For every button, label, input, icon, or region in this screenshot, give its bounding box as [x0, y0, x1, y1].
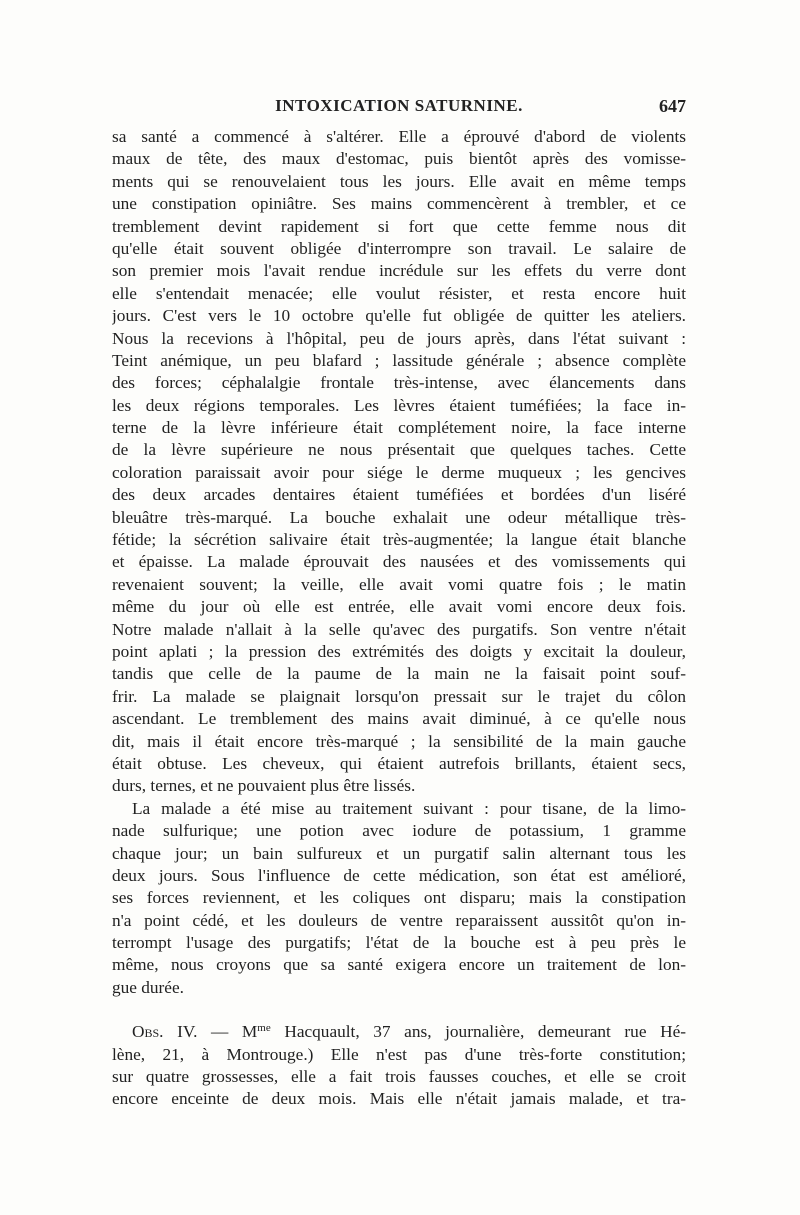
text-line: point aplati ; la pression des extrémités des doigts y excitait la douleur,	[112, 641, 686, 661]
text-line: La malade a été mise au traitement suivant : pour tisane, de la limo-	[132, 798, 686, 818]
paragraph-symptoms	[112, 126, 686, 798]
first-line-rest: Hacquault, 37 ans, journalière, demeurant rue Hé-	[270, 1022, 686, 1042]
text-line: lène, 21, à Montrouge.) Elle n'est pas d'une très-forte constitution;	[112, 1044, 686, 1064]
text-line: tandis que celle de la paume de la main ne la faisait point souf-	[112, 664, 686, 684]
text-line: jours. C'est vers le 10 octobre qu'elle fut obligée de quitter les ateliers.	[112, 306, 686, 326]
text-line: son premier mois l'avait rendue incrédule sur les effets du verre dont	[112, 261, 686, 281]
text-line: ascendant. Le tremblement des mains avait diminué, à ce qu'elle nous	[112, 709, 686, 729]
text-line: terrompt l'usage des purgatifs; l'état de la bouche est à peu près le	[112, 933, 686, 953]
page-number: 647	[659, 96, 686, 116]
text-line: était obtuse. Les cheveux, qui étaient autrefois brillants, étaient secs,	[112, 753, 686, 773]
text-line: une constipation opiniâtre. Ses mains commencèrent à trembler, et ce	[112, 194, 686, 214]
text-line: maux de tête, des maux d'estomac, puis bientôt après des vomisse-	[112, 149, 686, 169]
text-line: nade sulfurique; une potion avec iodure de potassium, 1 gramme	[112, 821, 686, 841]
text-line: terne de la lèvre inférieure était complétement noire, la face interne	[112, 418, 686, 438]
text-line: durs, ternes, et ne pouvaient plus être lissés.	[112, 776, 416, 796]
text-line: chaque jour; un bain sulfureux et un purgatif salin alternant tous les	[112, 843, 686, 863]
title-superscript: me	[257, 1022, 271, 1035]
text-line: même, nous croyons que sa santé exigera encore un traitement de lon-	[112, 955, 686, 975]
text-line: frir. La malade se plaignait lorsqu'on pressait sur le trajet du côlon	[112, 686, 686, 706]
text-line: sur quatre grossesses, elle a fait trois fausses couches, et elle se croit	[112, 1067, 686, 1087]
dash: — M	[197, 1022, 258, 1042]
text-line: encore enceinte de deux mois. Mais elle n'était jamais malade, et tra-	[112, 1089, 686, 1109]
text-line: qu'elle était souvent obligée d'interrompre son travail. Le salaire de	[112, 238, 686, 258]
text-line: des forces; céphalalgie frontale très-intense, avec élancements dans	[112, 373, 686, 393]
text-line: Nous la recevions à l'hôpital, peu de jours après, dans l'état suivant :	[112, 328, 686, 348]
body-text	[112, 126, 686, 1111]
paragraph-treatment	[112, 798, 686, 1000]
text-line: deux jours. Sous l'influence de cette médication, son état est amélioré,	[112, 865, 686, 885]
text-line: Teint anémique, un peu blafard ; lassitude générale ; absence complète	[112, 350, 686, 370]
text-line: et épaisse. La malade éprouvait des nausées et des vomissements qui	[112, 552, 686, 572]
text-line: les deux régions temporales. Les lèvres étaient tuméfiées; la face in-	[112, 395, 686, 415]
running-title: INTOXICATION SATURNINE.	[275, 96, 523, 115]
text-line: même du jour où elle est entrée, elle avait vomi encore deux fois.	[112, 597, 686, 617]
text-line: des deux arcades dentaires étaient tuméfiées et bordées d'un liséré	[112, 485, 686, 505]
paragraph-observation-iv	[112, 1021, 686, 1111]
text-line: sa santé a commencé à s'altérer. Elle a éprouvé d'abord de violents	[112, 127, 686, 146]
text-line: fétide; la sécrétion salivaire était très-augmentée; la langue était blanche	[112, 530, 686, 550]
text-line: revenaient souvent; la veille, elle avait vomi quatre fois ; le matin	[112, 574, 686, 594]
text-line	[112, 1021, 686, 1043]
text-line: Notre malade n'allait à la selle qu'avec des purgatifs. Son ventre n'était	[112, 619, 686, 639]
text-line: gue durée.	[112, 977, 184, 997]
text-line: bleuâtre très-marqué. La bouche exhalait une odeur métallique très-	[112, 507, 686, 527]
text-line: de la lèvre supérieure ne nous présentait que quelques taches. Cette	[112, 440, 686, 460]
text-line: ments qui se renouvelaient tous les jours. Elle avait en même temps	[112, 171, 686, 191]
paragraph-gap	[112, 999, 686, 1021]
text-line: coloration paraissait avoir pour siége le derme muqueux ; les gencives	[112, 462, 686, 482]
text-line: n'a point cédé, et les douleurs de ventre reparaissent aussitôt qu'on in-	[112, 910, 686, 930]
observation-label: Obs. IV.	[132, 1022, 198, 1042]
text-line: elle s'entendait menacée; elle voulut résister, et resta encore huit	[112, 283, 686, 303]
text-line: dit, mais il était encore très-marqué ; la sensibilité de la main gauche	[112, 731, 686, 751]
text-line: tremblement devint rapidement si fort que cette femme nous dit	[112, 216, 686, 236]
running-header	[112, 96, 686, 120]
text-line: ses forces reviennent, et les coliques ont disparu; mais la constipation	[112, 888, 686, 908]
